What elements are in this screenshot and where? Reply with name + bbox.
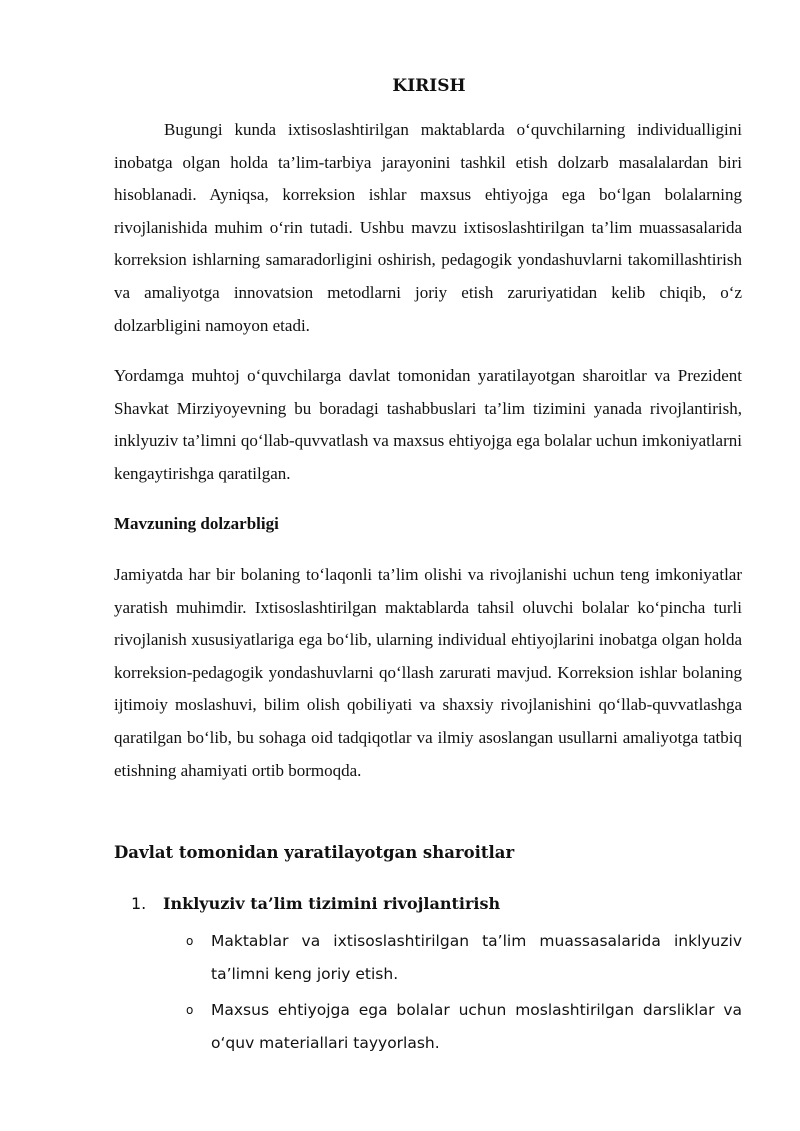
list-item-label: Inklyuziv ta’lim tizimini rivojlantirish <box>163 894 501 913</box>
section-paragraph-relevance: Jamiyatda har bir bolaning to‘laqonli ta’lim olishi va rivojlanishi uchun teng imkoniyatlar yaratish muhimdir. Ixtisoslashtirilgan maktablarda tahsil oluvchi bolalar ko‘pincha turli rivojlanish xususiyatlariga ega bo‘lib, ularning individual ehtiyojlarini inobatga olgan holda korreksion-pedagogik yondashuvlarni qo‘llash zarurati mavjud. Korreksion ishlar bolaning ijtimoiy moslashuvi, bilim olish qobiliyati va shaxsiy rivojlanishini qo‘llab-quvvatlashga qaratilgan bo‘lib, bu sohaga oid tadqiqotlar va ilmiy asoslangan usullarni amaliyotga tatbiq etishning ahamiyati ortib bormoqda. <box>114 565 742 780</box>
bullet-list-item <box>186 994 742 1060</box>
intro-paragraph-1: Bugungi kunda ixtisoslashtirilgan maktablarda o‘quvchilarning individualligini inobatga olgan holda ta’lim-tarbiya jarayonini tashkil etish dolzarb masalalardan biri hisoblanadi. Ayniqsa, korreksion ishlar maxsus ehtiyojga ega bo‘lgan bolalarning rivojlanishida muhim o‘rin tutadi. Ushbu mavzu ixtisoslashtirilgan ta’lim muassasalarida korreksion ishlarning samaradorligini oshirish, pedagogik yondashuvlarni takomillashtirish va amaliyotga innovatsion metodlarni joriy etish zaruriyatidan kelib chiqib, o‘z dolzarbligini namoyon etadi. <box>114 120 742 335</box>
list-number: 1. <box>131 894 147 913</box>
bullet-list-item <box>186 925 742 991</box>
bullet-marker-icon: o <box>186 934 194 948</box>
intro-paragraph-2: Yordamga muhtoj o‘quvchilarga davlat tomonidan yaratilayotgan sharoitlar va Prezident Shavkat Mirziyoyevning bu boradagi tashabbuslari ta’lim tizimini yanada rivojlantirish, inklyuziv ta’limni qo‘llab-quvvatlash va maxsus ehtiyojga ega bolalar uchun imkoniyatlarni kengaytirishga qaratilgan. <box>114 366 742 483</box>
numbered-list-item <box>131 894 500 913</box>
page-title: KIRISH <box>392 76 466 96</box>
section-heading-relevance: Mavzuning dolzarbligi <box>114 514 279 533</box>
section-heading-state-conditions: Davlat tomonidan yaratilayotgan sharoitlar <box>114 843 515 862</box>
bullet-marker-icon: o <box>186 1003 194 1017</box>
bullet-text: Maxsus ehtiyojga ega bolalar uchun moslashtirilgan darsliklar va o‘quv materiallari tayyorlash. <box>211 1001 742 1052</box>
bullet-text: Maktablar va ixtisoslashtirilgan ta’lim muassasalarida inklyuziv ta’limni keng joriy etish. <box>211 932 742 983</box>
